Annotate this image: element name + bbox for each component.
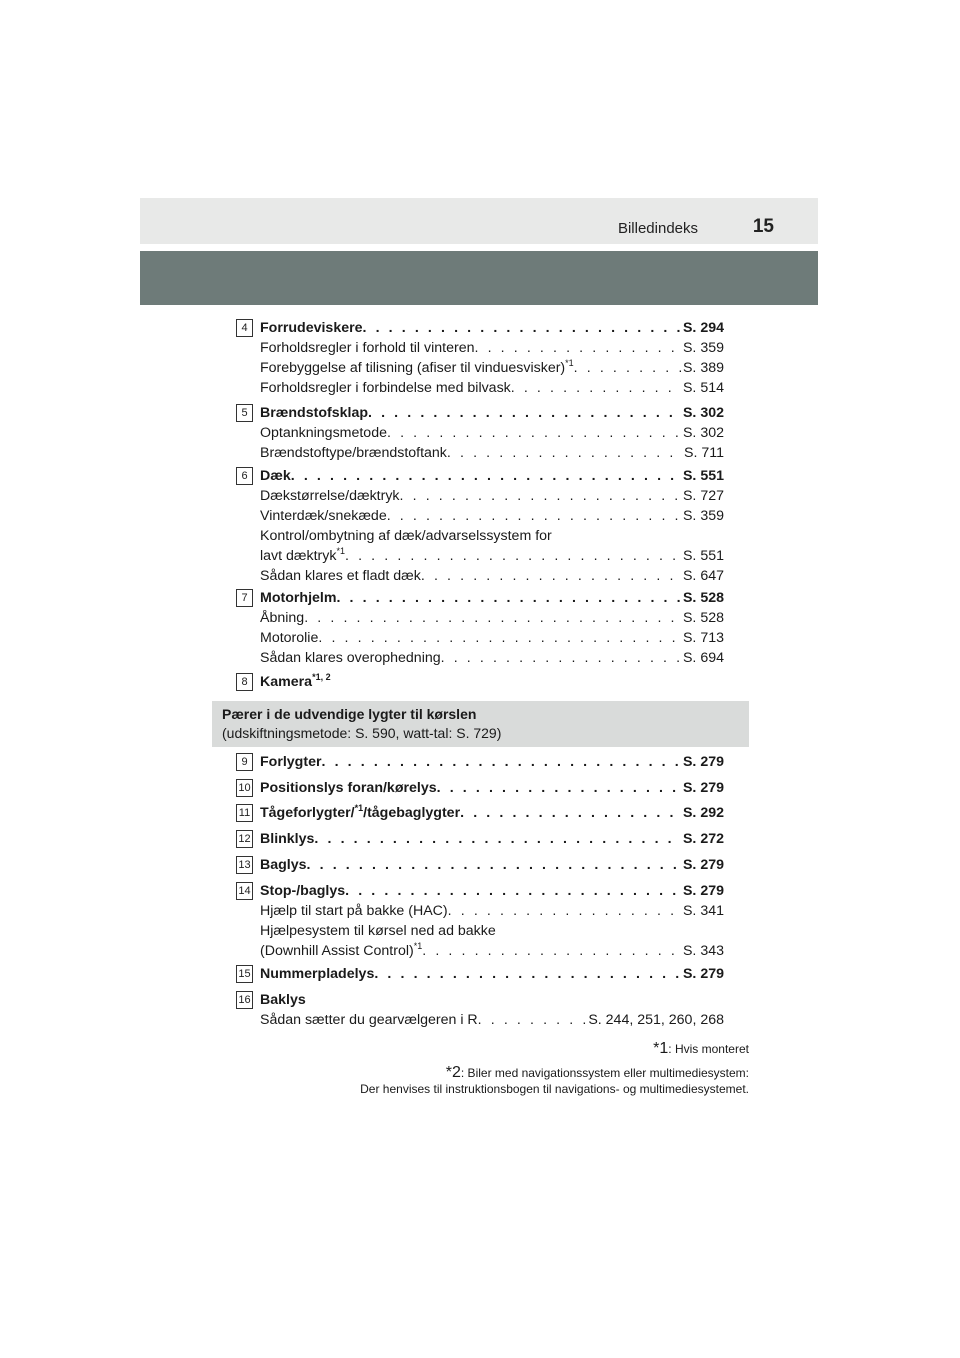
page-reference: S. 694	[682, 650, 724, 666]
entry-text: Dækstørrelse/dæktryk	[260, 488, 400, 504]
index-subentry	[260, 901, 724, 921]
index-subentry	[260, 941, 724, 961]
index-heading	[260, 829, 724, 849]
entry-label	[260, 672, 331, 692]
index-entry	[236, 466, 724, 586]
page-reference: S. 647	[682, 568, 724, 584]
index-heading	[260, 588, 724, 608]
entry-text: Sådan klares et fladt dæk	[260, 568, 421, 584]
callout-number: 9	[236, 753, 253, 771]
index-heading	[260, 752, 724, 772]
entry-text: Forlygter	[260, 754, 322, 770]
entry-label	[260, 964, 374, 984]
callout-number: 14	[236, 882, 253, 900]
page-header	[140, 198, 818, 244]
entry-label	[260, 648, 441, 668]
page-reference: S. 272	[682, 831, 724, 847]
section-title: Billedindeks	[617, 220, 698, 237]
index-subentry	[260, 628, 724, 648]
index-subentry	[260, 608, 724, 628]
page-reference: S. 279	[682, 883, 724, 899]
page-reference: S. 279	[682, 780, 724, 796]
entry-text: Forrudeviskere	[260, 320, 363, 336]
page-reference: S. 341	[682, 903, 724, 919]
page-reference: S. 514	[682, 380, 724, 396]
entry-label	[260, 506, 387, 526]
page-reference: S. 389	[682, 360, 724, 376]
entry-label	[260, 338, 475, 358]
entry-text: (Downhill Assist Control)	[260, 943, 414, 959]
entry-label	[260, 466, 291, 486]
entry-text: Brændstoftype/brændstoftank	[260, 445, 447, 461]
dot-leader	[422, 941, 681, 961]
entry-label	[260, 990, 306, 1010]
dot-leader	[322, 752, 681, 772]
index-subentry	[260, 358, 724, 378]
dot-leader	[345, 881, 681, 901]
entry-label	[260, 318, 363, 338]
entry-label	[260, 855, 307, 875]
page-reference: S. 711	[684, 445, 724, 461]
index-subentry	[260, 423, 724, 443]
callout-number: 5	[236, 404, 253, 422]
dot-leader	[374, 964, 681, 984]
dot-leader	[368, 403, 681, 423]
entry-text: Optankningsmetode	[260, 425, 387, 441]
entry-label	[260, 486, 400, 506]
index-entry	[236, 990, 724, 1030]
index-heading	[260, 803, 724, 823]
callout-number: 11	[236, 804, 253, 822]
page-reference: S. 343	[682, 943, 724, 959]
entry-text: Motorolie	[260, 630, 319, 646]
entry-label	[260, 546, 345, 566]
dot-leader	[314, 829, 681, 849]
page-reference: S. 359	[682, 340, 724, 356]
entry-label	[260, 1010, 478, 1030]
index-entry	[236, 881, 724, 961]
callout-number: 12	[236, 830, 253, 848]
entry-label	[260, 566, 421, 586]
entry-text: Kontrol/ombytning af dæk/advarselssystem for	[260, 528, 552, 544]
entry-text: Sådan sætter du gearvælgeren i R	[260, 1012, 478, 1028]
footnote-2-mark: *2	[445, 1064, 461, 1081]
entry-text: Forebyggelse af tilisning (afiser til vinduesvisker)	[260, 360, 566, 376]
dot-leader	[475, 338, 681, 358]
callout-number: 6	[236, 467, 253, 485]
page-reference: S. 279	[682, 966, 724, 982]
entry-label	[260, 941, 422, 961]
entry-label	[260, 358, 574, 378]
callout-number: 10	[236, 779, 253, 797]
entry-text-cont: /tågebaglygter	[363, 805, 461, 821]
note-box	[212, 701, 749, 747]
index-entry	[236, 318, 724, 398]
entry-text: Tågeforlygter/	[260, 805, 355, 821]
dot-leader	[447, 443, 682, 463]
page-reference: S. 292	[682, 805, 724, 821]
entry-label	[260, 443, 447, 463]
header-band	[140, 251, 818, 305]
dot-leader	[307, 855, 681, 875]
index-entry	[236, 855, 724, 875]
index-subentry	[260, 921, 724, 941]
entry-text: Åbning	[260, 610, 305, 626]
dot-leader	[345, 546, 681, 566]
page-reference: S. 713	[682, 630, 724, 646]
dot-leader	[400, 486, 681, 506]
entry-text: Forholdsregler i forbindelse med bilvask	[260, 380, 511, 396]
entry-label	[260, 803, 460, 823]
callout-number: 15	[236, 965, 253, 983]
callout-number: 13	[236, 856, 253, 874]
entry-label	[260, 403, 368, 423]
footnote-ref: *1, 2	[312, 672, 331, 682]
index-entry	[236, 672, 724, 692]
index-entry	[236, 752, 724, 772]
callout-number: 4	[236, 319, 253, 337]
index-subentry	[260, 1010, 724, 1030]
entry-label	[260, 526, 552, 546]
entry-text: lavt dæktryk	[260, 548, 337, 564]
note-title: Pærer i de udvendige lygter til kørslen	[222, 706, 477, 722]
dot-leader	[421, 566, 681, 586]
index-heading	[260, 466, 724, 486]
entry-text: Kamera	[260, 674, 313, 690]
entry-text: Motorhjelm	[260, 590, 337, 606]
page-number: 15	[752, 216, 774, 237]
entry-label	[260, 423, 387, 443]
index-subentry	[260, 378, 724, 398]
entry-text: Dæk	[260, 468, 291, 484]
footnote-3-text: Der henvises til instruktionsbogen til navigations- og multimediesystemet.	[360, 1082, 749, 1096]
index-entry	[236, 588, 724, 668]
dot-leader	[336, 588, 681, 608]
index-heading	[260, 855, 724, 875]
entry-text: Brændstofsklap	[260, 405, 368, 421]
index-subentry	[260, 526, 724, 546]
note-subtitle: (udskiftningsmetode: S. 590, watt-tal: S. 729)	[222, 725, 502, 741]
entry-text: Positionslys foran/kørelys	[260, 780, 437, 796]
footnote-1-mark: *1	[653, 1040, 669, 1057]
dot-leader	[574, 358, 681, 378]
dot-leader	[318, 628, 681, 648]
index-entry	[236, 778, 724, 798]
dot-leader	[363, 318, 681, 338]
page-reference: S. 528	[682, 590, 724, 606]
index-heading	[260, 778, 724, 798]
footnote-1	[653, 1040, 749, 1058]
index-heading	[260, 990, 724, 1010]
dot-leader	[304, 608, 681, 628]
index-heading	[260, 318, 724, 338]
entry-text: Stop-/baglys	[260, 883, 346, 899]
footnote-3	[360, 1082, 749, 1096]
entry-text: Hjælpesystem til kørsel ned ad bakke	[260, 923, 496, 939]
dot-leader	[478, 1010, 587, 1030]
footnote-2	[446, 1064, 749, 1082]
entry-text: Baglys	[260, 857, 307, 873]
index-subentry	[260, 443, 724, 463]
index-entry	[236, 829, 724, 849]
page-reference: S. 244, 251, 260, 268	[588, 1012, 724, 1028]
index-heading	[260, 403, 724, 423]
entry-label	[260, 752, 322, 772]
footnote-ref: *1	[413, 941, 423, 951]
page-reference: S. 279	[682, 857, 724, 873]
callout-number: 16	[236, 991, 253, 1009]
dot-leader	[441, 648, 681, 668]
entry-label	[260, 921, 496, 941]
dot-leader	[387, 506, 681, 526]
page-reference: S. 551	[682, 548, 724, 564]
index-subentry	[260, 338, 724, 358]
entry-label	[260, 378, 511, 398]
footnote-1-text: : Hvis monteret	[668, 1042, 749, 1056]
dot-leader	[437, 778, 681, 798]
index-subentry	[260, 546, 724, 566]
page-reference: S. 551	[682, 468, 724, 484]
entry-label	[260, 778, 437, 798]
dot-leader	[291, 466, 681, 486]
index-entry	[236, 803, 724, 823]
index-subentry	[260, 648, 724, 668]
dot-leader	[448, 901, 681, 921]
page-reference: S. 302	[682, 425, 724, 441]
entry-text: Vinterdæk/snekæde	[260, 508, 387, 524]
entry-text: Hjælp til start på bakke (HAC)	[260, 903, 448, 919]
entry-text: Blinklys	[260, 831, 315, 847]
entry-label	[260, 829, 314, 849]
entry-label	[260, 881, 345, 901]
entry-label	[260, 588, 336, 608]
entry-label	[260, 901, 448, 921]
callout-number: 8	[236, 673, 253, 691]
footnote-ref: *1	[336, 546, 345, 556]
index-heading	[260, 881, 724, 901]
index-subentry	[260, 486, 724, 506]
footnote-ref: *1	[354, 803, 364, 813]
page-reference: S. 359	[682, 508, 724, 524]
index-heading	[260, 964, 724, 984]
dot-leader	[460, 803, 681, 823]
page-reference: S. 302	[682, 405, 724, 421]
page-reference: S. 528	[682, 610, 724, 626]
entry-text: Sådan klares overophedning	[260, 650, 441, 666]
page-reference: S. 279	[682, 754, 724, 770]
entry-label	[260, 608, 304, 628]
entry-label	[260, 628, 318, 648]
index-entry	[236, 964, 724, 984]
footnote-ref: *1	[565, 358, 574, 368]
page-reference: S. 727	[682, 488, 724, 504]
dot-leader	[511, 378, 681, 398]
entry-text: Baklys	[260, 992, 306, 1008]
footnote-2-text: : Biler med navigationssystem eller multimediesystem:	[460, 1066, 749, 1080]
page-reference: S. 294	[682, 320, 724, 336]
entry-text: Forholdsregler i forhold til vinteren	[260, 340, 475, 356]
callout-number: 7	[236, 589, 253, 607]
index-subentry	[260, 506, 724, 526]
index-heading	[260, 672, 724, 692]
entry-text: Nummerpladelys	[260, 966, 375, 982]
index-entry	[236, 403, 724, 463]
dot-leader	[387, 423, 681, 443]
index-subentry	[260, 566, 724, 586]
